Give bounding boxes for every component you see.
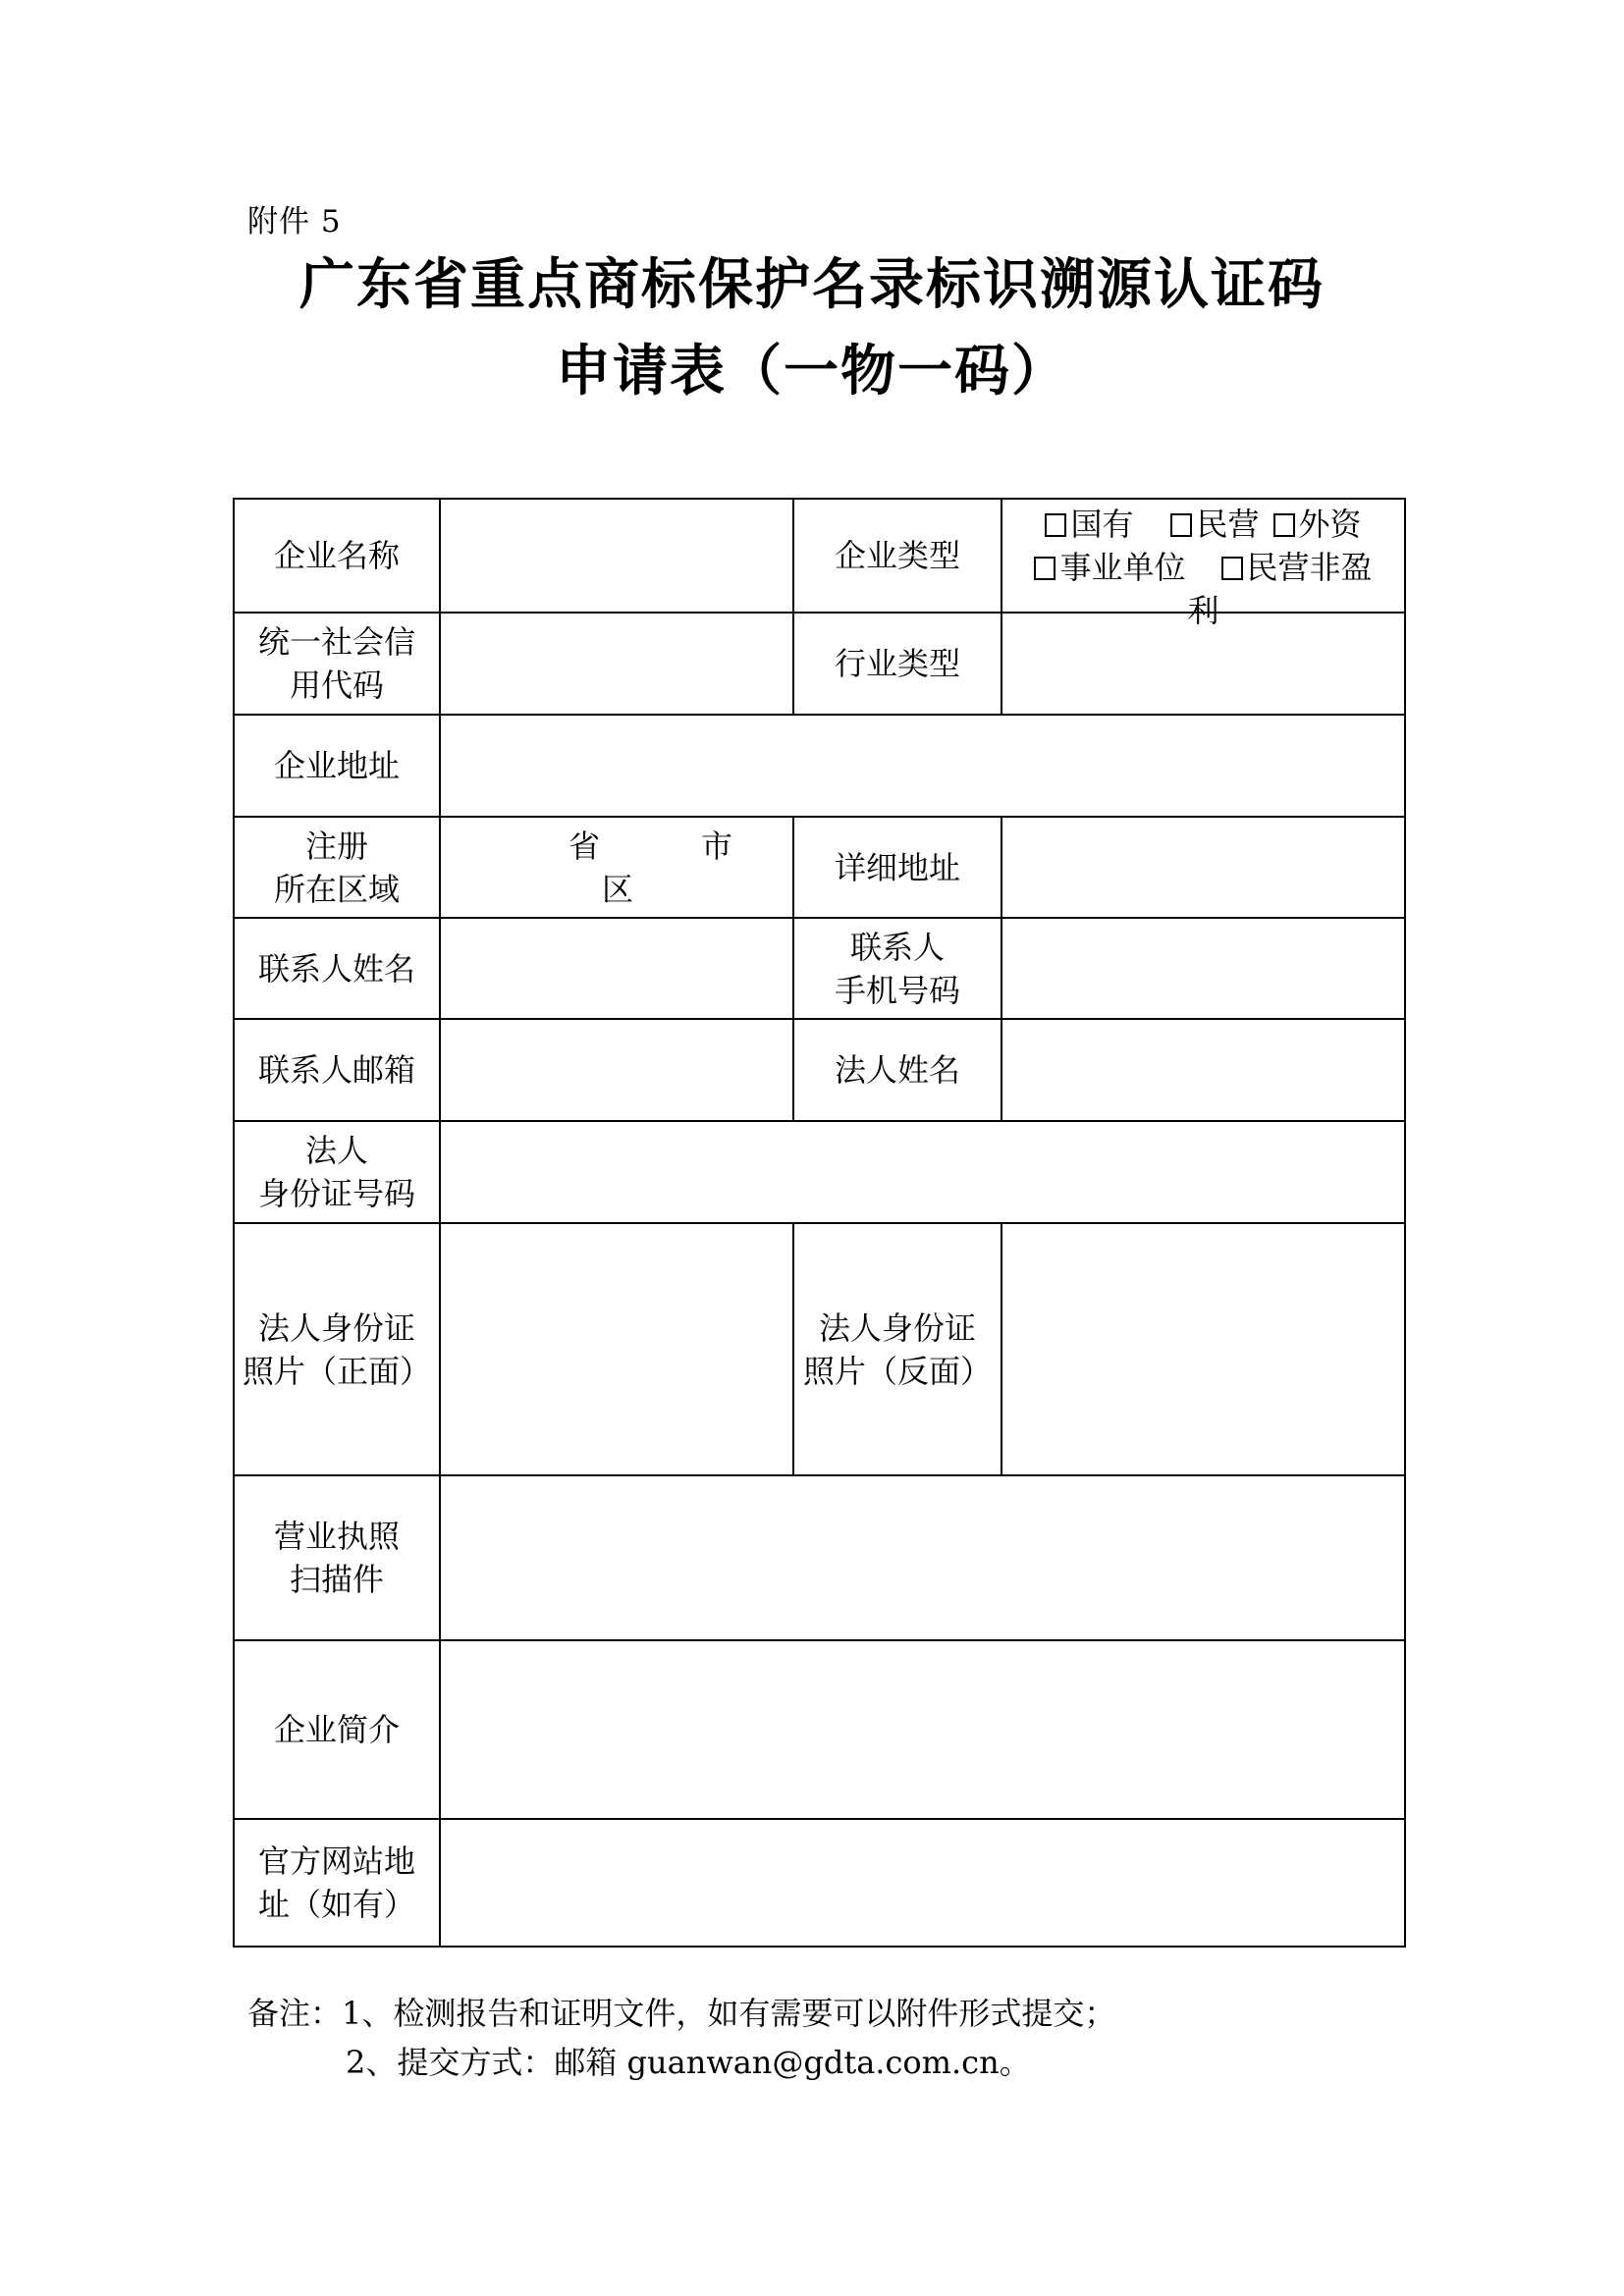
option-public-institution: 事业单位: [1059, 549, 1186, 586]
checkbox-public-institution[interactable]: [1034, 557, 1056, 580]
legal-id-field[interactable]: [440, 1121, 1405, 1223]
row-company-address: [234, 715, 1405, 817]
website-label: 官方网站地 址（如有）: [234, 1819, 440, 1947]
form-title-line2: 申请表（一物一码）: [556, 339, 1068, 403]
company-address-label: 企业地址: [234, 715, 440, 817]
id-front-upload[interactable]: [440, 1223, 793, 1475]
province-label: 省: [568, 827, 601, 865]
credit-code-field[interactable]: [440, 613, 793, 715]
company-name-label: 企业名称: [234, 499, 440, 613]
checkbox-private[interactable]: [1170, 513, 1192, 537]
contact-name-label: 联系人姓名: [234, 918, 440, 1019]
company-address-field[interactable]: [440, 715, 1405, 817]
district-label: 区: [602, 870, 634, 908]
city-label: 市: [701, 827, 733, 865]
option-state-owned: 国有: [1070, 506, 1134, 543]
industry-type-label: 行业类型: [793, 613, 1001, 715]
company-type-label: 企业类型: [793, 499, 1001, 613]
note-line-1: 备注：1、检测报告和证明文件，如有需要可以附件形式提交；: [247, 1995, 1116, 2032]
checkbox-foreign[interactable]: [1273, 513, 1295, 537]
option-private: 民营: [1196, 506, 1260, 543]
id-back-upload[interactable]: [1001, 1223, 1405, 1475]
legal-id-label: 法人 身份证号码: [234, 1121, 440, 1223]
id-back-label: 法人身份证 照片（反面）: [793, 1223, 1001, 1475]
notes: [247, 1989, 1115, 2087]
attachment-label: 附件 5: [247, 204, 342, 240]
row-company-name: [234, 499, 1405, 613]
credit-code-label: 统一社会信 用代码: [234, 613, 440, 715]
row-credit-code: [234, 613, 1405, 715]
row-registration-region: [234, 817, 1405, 918]
row-contact: [234, 918, 1405, 1019]
checkbox-private-nonprofit[interactable]: [1221, 557, 1243, 580]
contact-phone-label: 联系人 手机号码: [793, 918, 1001, 1019]
row-legal-id: [234, 1121, 1405, 1223]
reg-region-field[interactable]: [440, 817, 793, 918]
company-type-options: [1001, 499, 1405, 629]
application-form-table: [233, 498, 1406, 1948]
option-private-nonprofit: 民营非盈: [1246, 549, 1373, 586]
note-line-2: 2、提交方式：邮箱 guanwan@gdta.com.cn。: [346, 2044, 1031, 2081]
company-intro-label: 企业简介: [234, 1640, 440, 1819]
option-foreign: 外资: [1298, 506, 1362, 543]
checkbox-state-owned[interactable]: [1045, 513, 1066, 537]
contact-name-field[interactable]: [440, 918, 793, 1019]
website-field[interactable]: [440, 1819, 1405, 1947]
company-name-field[interactable]: [440, 499, 793, 613]
detail-address-label: 详细地址: [793, 817, 1001, 918]
row-id-photos: [234, 1223, 1405, 1475]
row-business-license: [234, 1475, 1405, 1640]
business-license-label: 营业执照 扫描件: [234, 1475, 440, 1640]
row-website: [234, 1819, 1405, 1947]
legal-name-label: 法人姓名: [793, 1019, 1001, 1121]
option-private-nonprofit-overflow: 利: [1187, 592, 1219, 629]
business-license-upload[interactable]: [440, 1475, 1405, 1640]
reg-region-label: 注册 所在区域: [234, 817, 440, 918]
legal-name-field[interactable]: [1001, 1019, 1405, 1121]
row-email-legal: [234, 1019, 1405, 1121]
row-company-intro: [234, 1640, 1405, 1819]
company-intro-field[interactable]: [440, 1640, 1405, 1819]
contact-email-field[interactable]: [440, 1019, 793, 1121]
contact-email-label: 联系人邮箱: [234, 1019, 440, 1121]
detail-address-field[interactable]: [1001, 817, 1405, 918]
contact-phone-field[interactable]: [1001, 918, 1405, 1019]
id-front-label: 法人身份证 照片（正面）: [234, 1223, 440, 1475]
form-title-line1: 广东省重点商标保护名录标识溯源认证码: [299, 252, 1325, 317]
